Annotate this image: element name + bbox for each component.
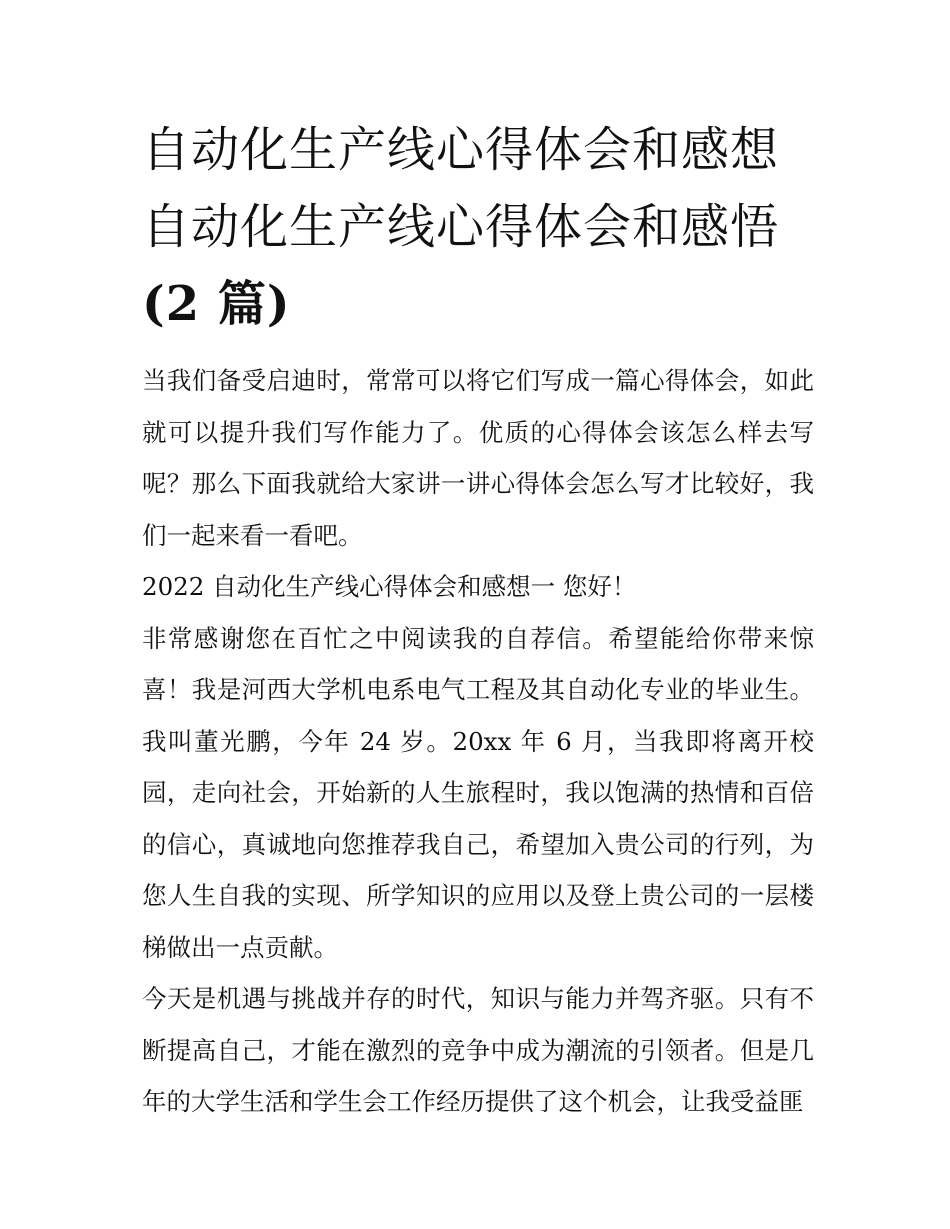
paragraph-heading: 2022 自动化生产线心得体会和感想一 您好！ <box>142 572 637 601</box>
document-body <box>142 355 814 1128</box>
paragraph-era: 今天是机遇与挑战并存的时代，知识与能力并驾齐驱。只有不断提高自己，才能在激烈的竞争中成为潮流的引领者。但是几年的大学生活和学生会工作经历提供了这个机会，让我受益匪 <box>142 984 814 1116</box>
paragraph-letter: 非常感谢您在百忙之中阅读我的自荐信。希望能给你带来惊喜！我是河西大学机电系电气工程及其自动化专业的毕业生。我叫董光鹏，今年 24 岁。20xx 年 6 月，当我即将离开校园，走向社会，开始新的人生旅程时，我以饱满的热情和百倍的信心，真诚地向您推荐我自己，希望加入贵公司的行列，为您人生自我的实现、所学知识的应用以及登上贵公司的一层楼梯做出一点贡献。 <box>142 623 814 962</box>
title-line-2: 自动化生产线心得体会和感悟 <box>142 199 780 255</box>
title-line-1: 自动化生产线心得体会和感想 <box>142 122 780 178</box>
document-title <box>142 112 814 343</box>
document-page <box>142 112 814 1128</box>
paragraph-intro: 当我们备受启迪时，常常可以将它们写成一篇心得体会，如此就可以提升我们写作能力了。优质的心得体会该怎么样去写呢？那么下面我就给大家讲一讲心得体会怎么写才比较好，我们一起来看一看吧。 <box>142 366 814 550</box>
title-line-3: (2 篇) <box>142 276 291 332</box>
